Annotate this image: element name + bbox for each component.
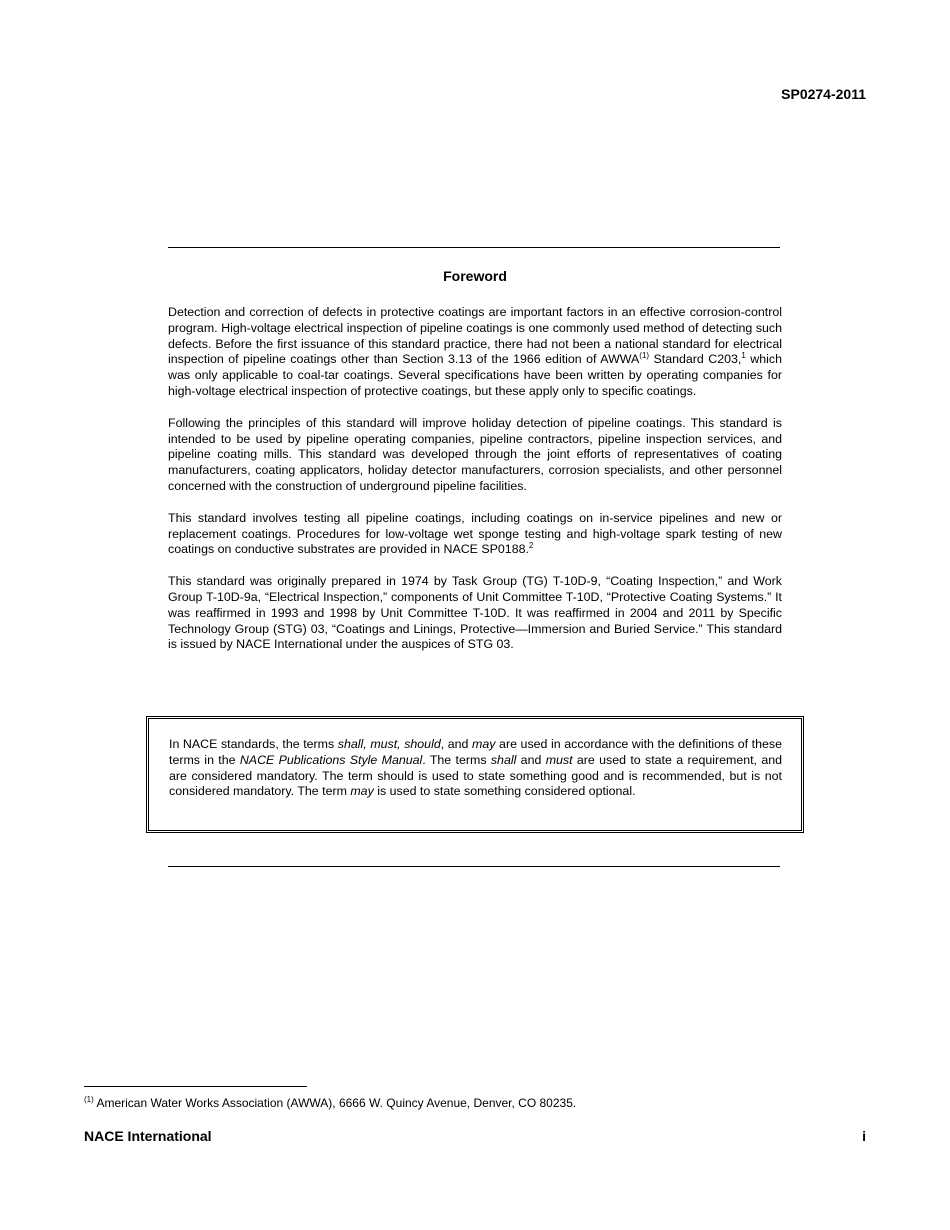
- footnote-ref-1: (1): [639, 351, 650, 361]
- notice-t1: In NACE standards, the terms: [169, 737, 338, 751]
- bottom-divider: [168, 866, 780, 867]
- foreword-paragraph-2: Following the principles of this standard will improve holiday detection of pipeline coatings. This standard is intended to be used by pipeline operating companies, pipeline contractors, pipeline inspection services, and pipeline coating mills. This standard was developed through the joint efforts of representatives of coating manufacturers, coating applicators, holiday detector manufacturers, corrosion specialists, and other personnel concerned with the construction of underground pipeline facilities.: [168, 415, 782, 493]
- footnote-marker: (1): [84, 1095, 94, 1104]
- footnote-divider: [84, 1086, 307, 1087]
- document-id: SP0274-2011: [781, 86, 866, 102]
- foreword-paragraph-1: [168, 305, 782, 400]
- notice-shall: shall: [490, 752, 517, 767]
- notice-may-2: may: [350, 784, 374, 799]
- footnote-text: American Water Works Association (AWWA), 6666 W. Quincy Avenue, Denver, CO 80235.: [93, 1096, 577, 1110]
- notice-t4: . The terms: [422, 752, 491, 767]
- notice-must: must: [545, 752, 573, 767]
- reference-1: 1: [741, 351, 746, 361]
- terms-notice-text: [169, 737, 782, 800]
- footer-publisher: NACE International: [84, 1128, 212, 1144]
- notice-t6: are used to state a requirement, and are considered mandatory. The term should is used to state something good and is recommended, but is not considered mandatory. The term: [169, 752, 783, 799]
- notice-t3: are used in accordance with the definitions of these terms in the: [169, 737, 782, 767]
- notice-t5: and: [516, 752, 546, 767]
- p3-text: This standard involves testing all pipeline coatings, including coatings on in-service pipelines and new or replacement coatings. Procedures for low-voltage wet sponge testing and high-voltage spark testing of new coatings on conductive substrates are provided in NACE SP0188.: [168, 510, 782, 557]
- reference-2: 2: [528, 541, 534, 551]
- top-divider: [168, 247, 780, 248]
- notice-may-1: may: [472, 737, 496, 751]
- page-number: i: [862, 1128, 866, 1144]
- p1-text-c: which was only applicable to coal-tar coatings. Several specifications have been written by operating companies for high-voltage electrical inspection of protective coatings, but these apply only to specific coatings.: [168, 352, 782, 398]
- footnote: [84, 1096, 576, 1110]
- terms-notice-box: [146, 716, 804, 833]
- foreword-body: [168, 305, 782, 669]
- p1-text-b: Standard C203,: [649, 352, 742, 367]
- notice-terms: shall, must, should: [337, 737, 441, 751]
- foreword-paragraph-3: [168, 511, 782, 558]
- notice-t7: is used to state something considered optional.: [373, 784, 636, 799]
- notice-t2: , and: [440, 737, 473, 751]
- foreword-paragraph-4: This standard was originally prepared in 1974 by Task Group (TG) T-10D-9, “Coating Inspection,” and Work Group T-10D-9a, “Electrical Inspection,” components of Unit Committee T-10D, “Protective Coating Systems.” It was reaffirmed in 1993 and 1998 by Unit Committee T-10D. It was reaffirmed in 2004 and 2011 by Specific Technology Group (STG) 03, “Coatings and Linings, Protective—Immersion and Buried Service.” This standard is issued by NACE International under the auspices of STG 03.: [168, 574, 782, 652]
- foreword-title: Foreword: [443, 268, 507, 284]
- notice-style-manual: NACE Publications Style Manual: [239, 752, 423, 767]
- p1-text-a: Detection and correction of defects in protective coatings are important factors in an effective corrosion-control program. High-voltage electrical inspection of pipeline coatings is one commonly used method of detecting such defects. Before the first issuance of this standard practice, there had not been a national standard for electrical inspection of pipeline coatings other than Section 3.13 of the 1966 edition of AWWA: [168, 305, 782, 367]
